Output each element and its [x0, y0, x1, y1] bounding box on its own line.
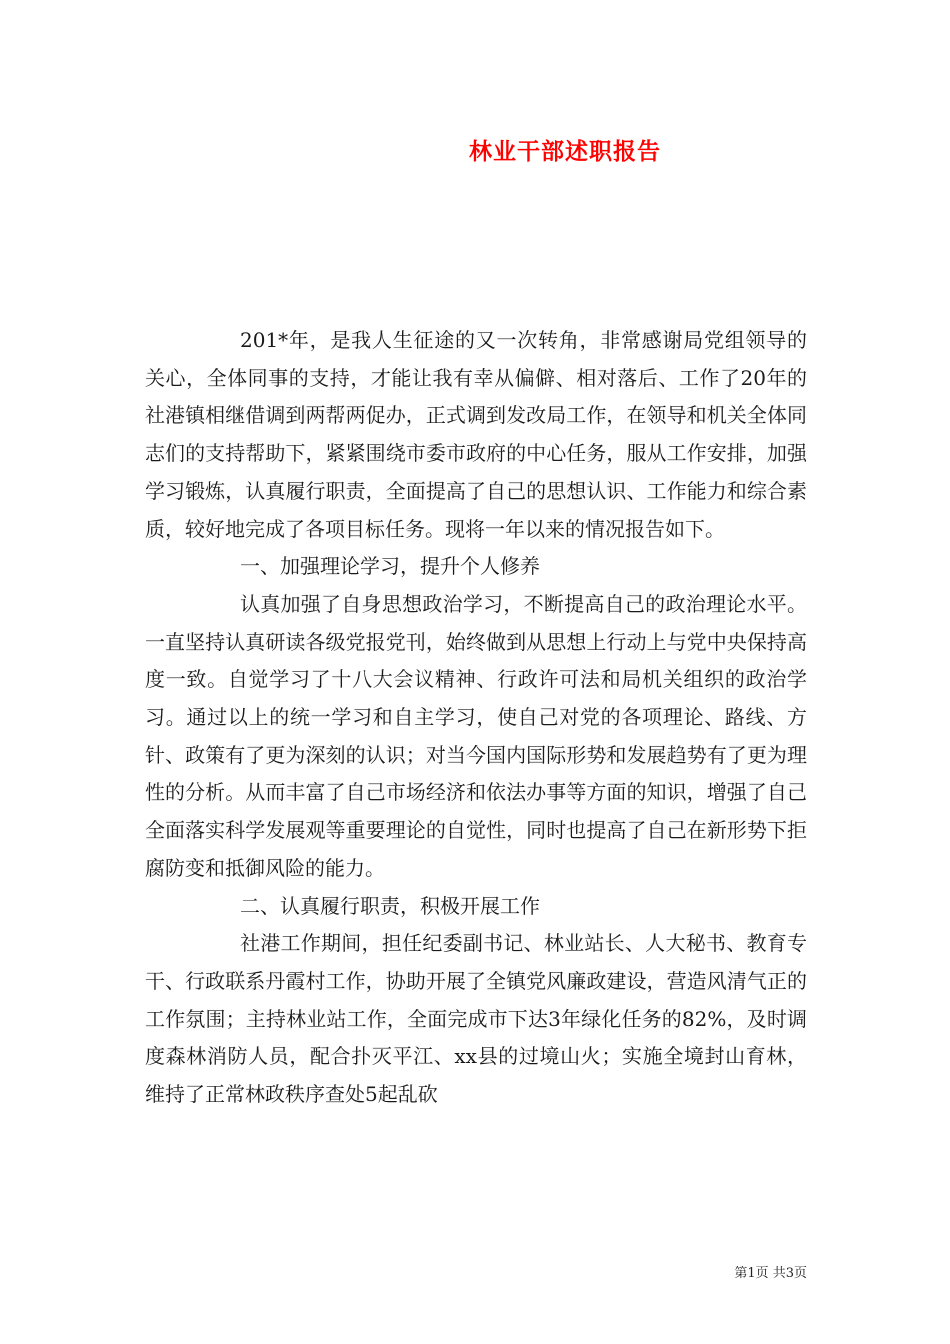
document-body [145, 322, 807, 1114]
document-title: 林业干部述职报告 [469, 138, 661, 165]
intro-paragraph: 201*年，是我人生征途的又一次转角，非常感谢局党组领导的关心，全体同事的支持，才能让我有幸从偏僻、相对落后、工作了20年的社港镇相继借调到两帮两促办，正式调到发改局工作，在领导和机关全体同志们的支持帮助下，紧紧围绕市委市政府的中心任务，服从工作安排，加强学习锻炼，认真履行职责，全面提高了自己的思想认识、工作能力和综合素质，较好地完成了各项目标任务。现将一年以来的情况报告如下。 [145, 328, 807, 541]
section-heading-1: 一、加强理论学习，提升个人修养 [240, 554, 540, 579]
section-1-paragraph: 认真加强了自身思想政治学习，不断提高自己的政治理论水平。一直坚持认真研读各级党报党刊，始终做到从思想上行动上与党中央保持高度一致。自觉学习了十八大会议精神、行政许可法和局机关组织的政治学习。通过以上的统一学习和自主学习，使自己对党的各项理论、路线、方针、政策有了更为深刻的认识；对当今国内国际形势和发展趋势有了更为理性的分析。从而丰富了自己市场经济和依法办事等方面的知识，增强了自己全面落实科学发展观等重要理论的自觉性，同时也提高了自己在新形势下拒腐防变和抵御风险的能力。 [145, 591, 807, 880]
page-number-footer: 第1页 共3页 [734, 1266, 807, 1281]
section-heading-2: 二、认真履行职责，积极开展工作 [240, 893, 540, 918]
section-2-paragraph: 社港工作期间，担任纪委副书记、林业站长、人大秘书、教育专干、行政联系丹霞村工作，协助开展了全镇党风廉政建设，营造风清气正的工作氛围；主持林业站工作，全面完成市下达3年绿化任务的82%，及时调度森林消防人员，配合扑灭平江、xx县的过境山火；实施全境封山育林，维持了正常林政秩序查处5起乱砍 [145, 931, 807, 1107]
